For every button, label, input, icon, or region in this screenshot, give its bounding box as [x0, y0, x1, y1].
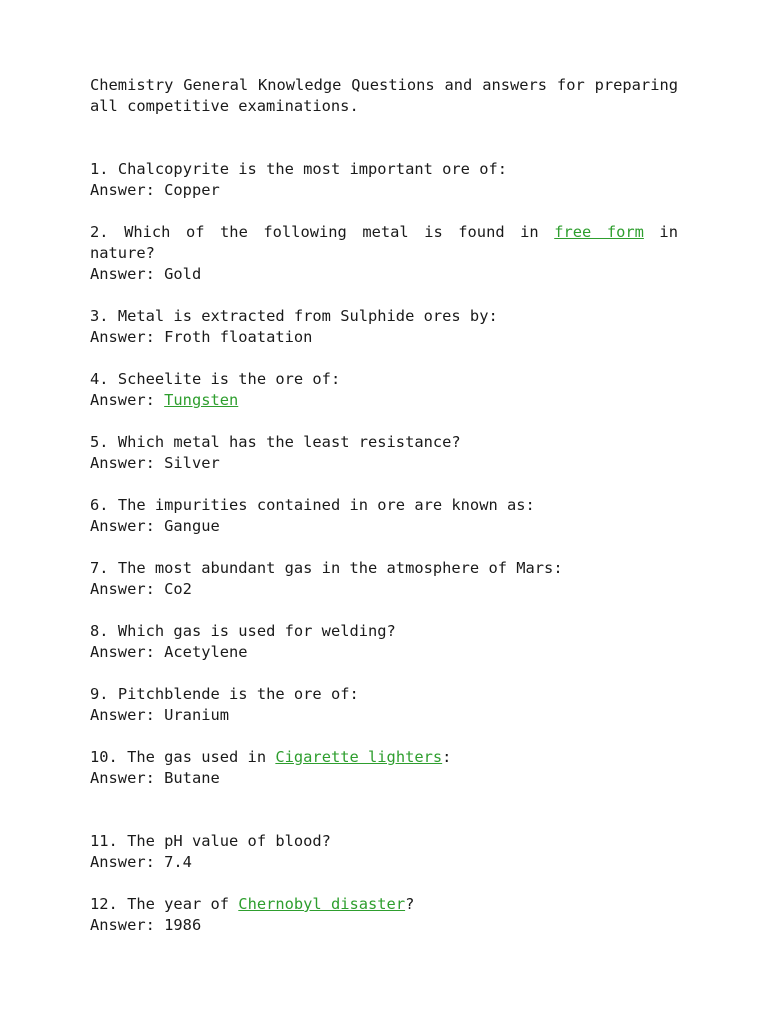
qa-item-10 [90, 747, 678, 789]
question-number: 11. [90, 832, 118, 850]
answer-prefix: Answer: [90, 454, 165, 472]
question-text: Scheelite is the ore of: [117, 370, 341, 388]
qa-item-5 [90, 432, 678, 474]
question-number: 3. [90, 307, 109, 325]
question-text: The impurities contained in ore are known as: [117, 496, 535, 514]
answer-11 [90, 852, 678, 873]
question-text: Which of the following metal is found in [124, 223, 555, 241]
answer-1 [90, 180, 678, 201]
question-3 [90, 306, 678, 327]
question-text-after: ? [405, 895, 415, 913]
question-number: 7. [90, 559, 109, 577]
answer-3 [90, 327, 678, 348]
qa-item-1 [90, 159, 678, 201]
answer-prefix: Answer: [90, 706, 165, 724]
question-number: 5. [90, 433, 109, 451]
answer-prefix: Answer: [90, 769, 165, 787]
answer-text: Gangue [164, 517, 220, 535]
question-11 [90, 831, 678, 852]
question-text: Pitchblende is the ore of: [117, 685, 359, 703]
qa-item-12 [90, 894, 678, 936]
cigarette-lighters-link[interactable]: Cigarette lighters [275, 748, 443, 766]
answer-text: Acetylene [164, 643, 248, 661]
answer-text: Silver [164, 454, 220, 472]
question-2 [90, 222, 678, 264]
document-page [90, 75, 678, 957]
answer-4 [90, 390, 678, 411]
answer-12 [90, 915, 678, 936]
intro-text: Chemistry General Knowledge Questions and answers for preparing all competitive examinations. [90, 76, 678, 115]
question-number: 9. [90, 685, 109, 703]
question-text: Chalcopyrite is the most important ore of: [117, 160, 507, 178]
answer-prefix: Answer: [90, 643, 165, 661]
question-8 [90, 621, 678, 642]
qa-item-9 [90, 684, 678, 726]
question-1 [90, 159, 678, 180]
question-text: Which metal has the least resistance? [117, 433, 461, 451]
qa-item-11 [90, 831, 678, 873]
answer-7 [90, 579, 678, 600]
answer-2 [90, 264, 678, 285]
answer-8 [90, 642, 678, 663]
question-number: 6. [90, 496, 109, 514]
chernobyl-disaster-link[interactable]: Chernobyl disaster [238, 895, 406, 913]
answer-prefix: Answer: [90, 517, 165, 535]
question-text-after: : [442, 748, 452, 766]
question-text: The pH value of blood? [127, 832, 331, 850]
answer-text: 1986 [164, 916, 202, 934]
answer-prefix: Answer: [90, 391, 165, 409]
answer-text: 7.4 [164, 853, 192, 871]
answer-prefix: Answer: [90, 328, 165, 346]
question-number: 4. [90, 370, 109, 388]
answer-prefix: Answer: [90, 916, 165, 934]
qa-item-2 [90, 222, 678, 285]
qa-item-6 [90, 495, 678, 537]
question-9 [90, 684, 678, 705]
answer-prefix: Answer: [90, 265, 165, 283]
qa-item-7 [90, 558, 678, 600]
answer-9 [90, 705, 678, 726]
question-text: Metal is extracted from Sulphide ores by: [117, 307, 498, 325]
question-text: The year of [127, 895, 239, 913]
answer-text: Co2 [164, 580, 192, 598]
answer-prefix: Answer: [90, 181, 165, 199]
tungsten-link[interactable]: Tungsten [164, 391, 239, 409]
question-10 [90, 747, 678, 768]
answer-prefix: Answer: [90, 580, 165, 598]
answer-5 [90, 453, 678, 474]
question-7 [90, 558, 678, 579]
qa-item-3 [90, 306, 678, 348]
answer-text: Butane [164, 769, 220, 787]
answer-text: Gold [164, 265, 202, 283]
question-5 [90, 432, 678, 453]
answer-prefix: Answer: [90, 853, 165, 871]
question-12 [90, 894, 678, 915]
free-form-link[interactable]: free form [554, 223, 644, 241]
question-number: 1. [90, 160, 109, 178]
answer-text: Uranium [164, 706, 230, 724]
answer-6 [90, 516, 678, 537]
answer-text: Copper [164, 181, 220, 199]
question-number: 8. [90, 622, 109, 640]
qa-item-8 [90, 621, 678, 663]
question-number: 12. [90, 895, 118, 913]
question-text: The most abundant gas in the atmosphere of Mars: [117, 559, 563, 577]
answer-10 [90, 768, 678, 789]
question-6 [90, 495, 678, 516]
question-text-after: in nature? [90, 223, 678, 262]
question-number: 2. [90, 223, 109, 241]
question-4 [90, 369, 678, 390]
question-number: 10. [90, 748, 118, 766]
question-text: The gas used in [127, 748, 276, 766]
answer-text: Froth floatation [164, 328, 313, 346]
question-text: Which gas is used for welding? [117, 622, 396, 640]
qa-item-4 [90, 369, 678, 411]
